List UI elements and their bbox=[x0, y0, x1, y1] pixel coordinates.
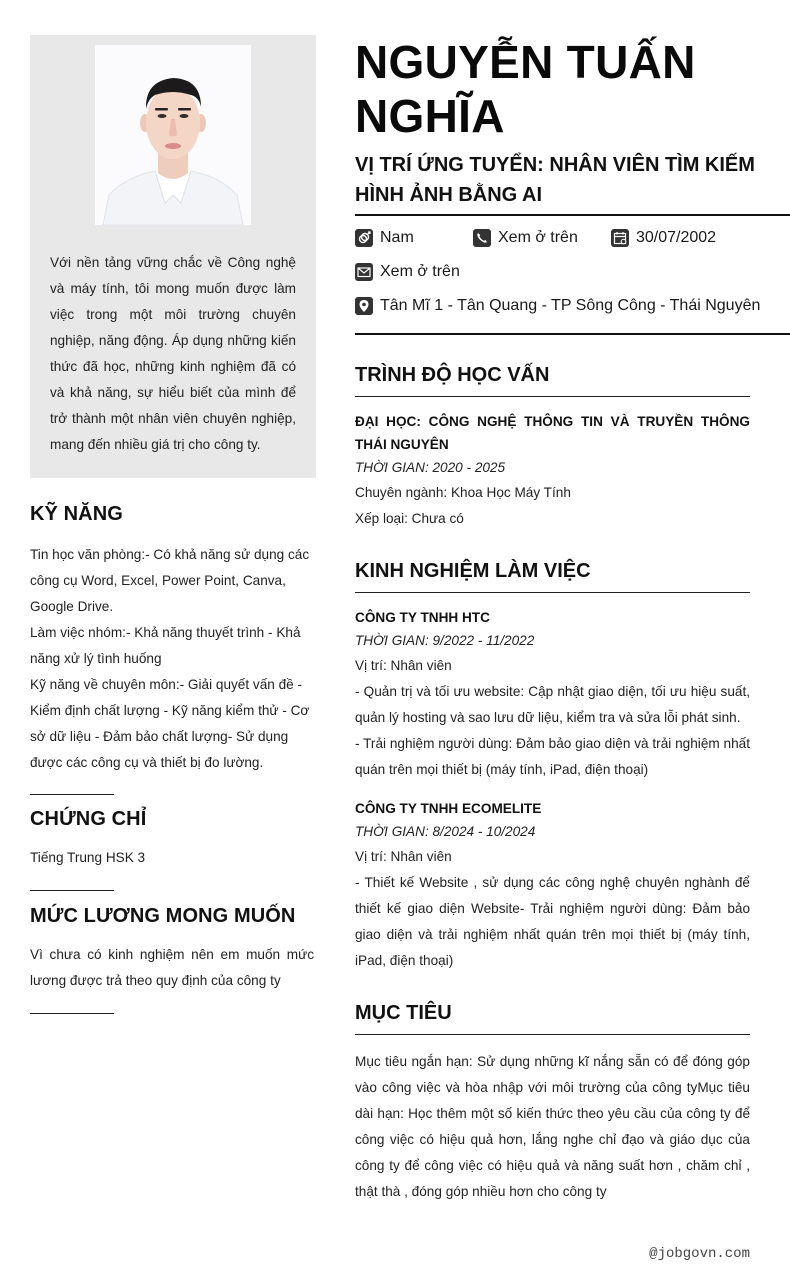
contact-row-1 bbox=[355, 229, 716, 247]
section-divider bbox=[30, 890, 114, 891]
education-title: TRÌNH ĐỘ HỌC VẤN bbox=[355, 364, 550, 386]
objective-divider bbox=[355, 1034, 750, 1035]
profile-photo bbox=[95, 45, 251, 225]
applied-position: VỊ TRÍ ỨNG TUYỂN: NHÂN VIÊN TÌM KIẾM HÌNH ẢNH BẰNG AI bbox=[355, 154, 755, 206]
certificates-section bbox=[30, 808, 314, 871]
job-entry bbox=[355, 606, 750, 783]
address-value: Tân Mĩ 1 - Tân Quang - TP Sông Công - Thái Nguyên bbox=[380, 297, 761, 314]
calendar-icon bbox=[611, 229, 629, 247]
skills-title: KỸ NĂNG bbox=[30, 503, 123, 525]
gender-item bbox=[355, 229, 473, 247]
skill-item: Tin học văn phòng:- Có khả năng sử dụng các công cụ Word, Excel, Power Point, Canva, Google Drive. bbox=[30, 547, 310, 614]
company-name: CÔNG TY TNHH HTC bbox=[355, 610, 490, 625]
education-divider bbox=[355, 396, 750, 397]
skill-item: Làm việc nhóm:- Khả năng thuyết trình - Khả năng xử lý tình huống bbox=[30, 625, 301, 666]
gender-icon bbox=[355, 229, 373, 247]
salary-section bbox=[30, 905, 314, 994]
skills-section bbox=[30, 503, 314, 776]
birthday-value: 30/07/2002 bbox=[636, 229, 717, 246]
certificate-item: Tiếng Trung HSK 3 bbox=[30, 850, 146, 865]
experience-title: KINH NGHIỆM LÀM VIỆC bbox=[355, 560, 591, 582]
job-role: Vị trí: Nhân viên bbox=[355, 849, 452, 864]
job-description: - Thiết kế Website , sử dụng các công nghệ chuyên nghành để thiết kế giao diện Website- Trải nghiệm người dùng: Đảm bảo giao diện và trải nghiệm nhất quán trên mọi thiết bị (máy tính, iPad, điện thoại) bbox=[355, 875, 750, 968]
phone-item bbox=[473, 229, 611, 247]
job-entry bbox=[355, 797, 750, 974]
portrait-illustration bbox=[95, 45, 251, 225]
phone-value: Xem ở trên bbox=[498, 229, 578, 246]
location-icon bbox=[355, 297, 373, 315]
education-rank: Xếp loại: Chưa có bbox=[355, 511, 464, 526]
salary-text: Vì chưa có kinh nghiệm nên em muốn mức lương được trả theo quy định của công ty bbox=[30, 947, 314, 988]
company-name: CÔNG TY TNHH ECOMELITE bbox=[355, 801, 542, 816]
job-role: Vị trí: Nhân viên bbox=[355, 658, 452, 673]
gender-value: Nam bbox=[380, 229, 414, 246]
birthday-item bbox=[611, 229, 716, 247]
certificates-title: CHỨNG CHỈ bbox=[30, 808, 147, 830]
email-value: Xem ở trên bbox=[380, 263, 460, 280]
education-major: Chuyên ngành: Khoa Học Máy Tính bbox=[355, 485, 571, 500]
profile-box bbox=[30, 35, 316, 478]
experience-divider bbox=[355, 592, 750, 593]
salary-title: MỨC LƯƠNG MONG MUỐN bbox=[30, 905, 296, 927]
education-period: THỜI GIAN: 2020 - 2025 bbox=[355, 460, 506, 475]
contact-row-2 bbox=[355, 263, 460, 281]
skills-list bbox=[30, 542, 314, 776]
job-period: THỜI GIAN: 8/2024 - 10/2024 bbox=[355, 824, 536, 839]
skill-item: Kỹ năng về chuyên môn:- Giải quyết vấn đề - Kiểm định chất lượng - Kỹ năng kiểm thử - Cơ sở dữ liệu - Đảm bảo chất lượng- Sử dụng được các công cụ và thiết bị đo lường. bbox=[30, 677, 310, 770]
section-divider bbox=[30, 1013, 114, 1014]
candidate-name: NGUYỄN TUẤN NGHĨA bbox=[355, 36, 696, 142]
email-item bbox=[355, 263, 460, 281]
job-description: - Quản trị và tối ưu website: Cập nhật giao diện, tối ưu hiệu suất, quản lý hosting và sao lưu dữ liệu, kiểm tra và sửa lỗi phát sinh. bbox=[355, 684, 750, 725]
contact-row-3 bbox=[355, 297, 760, 315]
sidebar bbox=[30, 35, 316, 478]
address-item bbox=[355, 297, 760, 315]
header-divider bbox=[355, 214, 790, 216]
objective-title: MỤC TIÊU bbox=[355, 1002, 452, 1024]
email-icon bbox=[355, 263, 373, 281]
job-description: - Trải nghiệm người dùng: Đảm bảo giao diện và trải nghiệm nhất quán trên mọi thiết bị (máy tính, iPad, điện thoại) bbox=[355, 736, 750, 777]
phone-icon bbox=[473, 229, 491, 247]
intro-text: Với nền tảng vững chắc về Công nghệ và máy tính, tôi mong muốn được làm việc trong một môi trường chuyên nghiệp, năng động. Áp dụng những kiến thức đã học, những kinh nghiệm đã có và khả năng, sự hiểu biết của mình để trở thành một nhân viên chuyên nghiệp, mang đến nhiều giá trị cho công ty. bbox=[50, 255, 296, 452]
contact-divider bbox=[355, 333, 790, 335]
job-period: THỜI GIAN: 9/2022 - 11/2022 bbox=[355, 633, 535, 648]
school-name: ĐẠI HỌC: CÔNG NGHỆ THÔNG TIN VÀ TRUYỀN THÔNG THÁI NGUYÊN bbox=[355, 414, 750, 452]
watermark: @jobgovn.com bbox=[649, 1246, 750, 1262]
objective-text: Mục tiêu ngắn hạn: Sử dụng những kĩ nắng sẵn có để đóng góp vào công việc và hòa nhập với môi trường của công tyMục tiêu dài hạn: Học thêm một số kiến thức theo yêu cầu của công ty để công việc có hiệu quả hơn, lắng nghe chỉ đạo và giáo dục của công ty để công việc có hiệu quả và năng suất hơn , chăm chỉ , thật thà , đóng góp nhiều hơn cho công ty bbox=[355, 1054, 750, 1199]
education-entry bbox=[355, 410, 750, 532]
section-divider bbox=[30, 794, 114, 795]
